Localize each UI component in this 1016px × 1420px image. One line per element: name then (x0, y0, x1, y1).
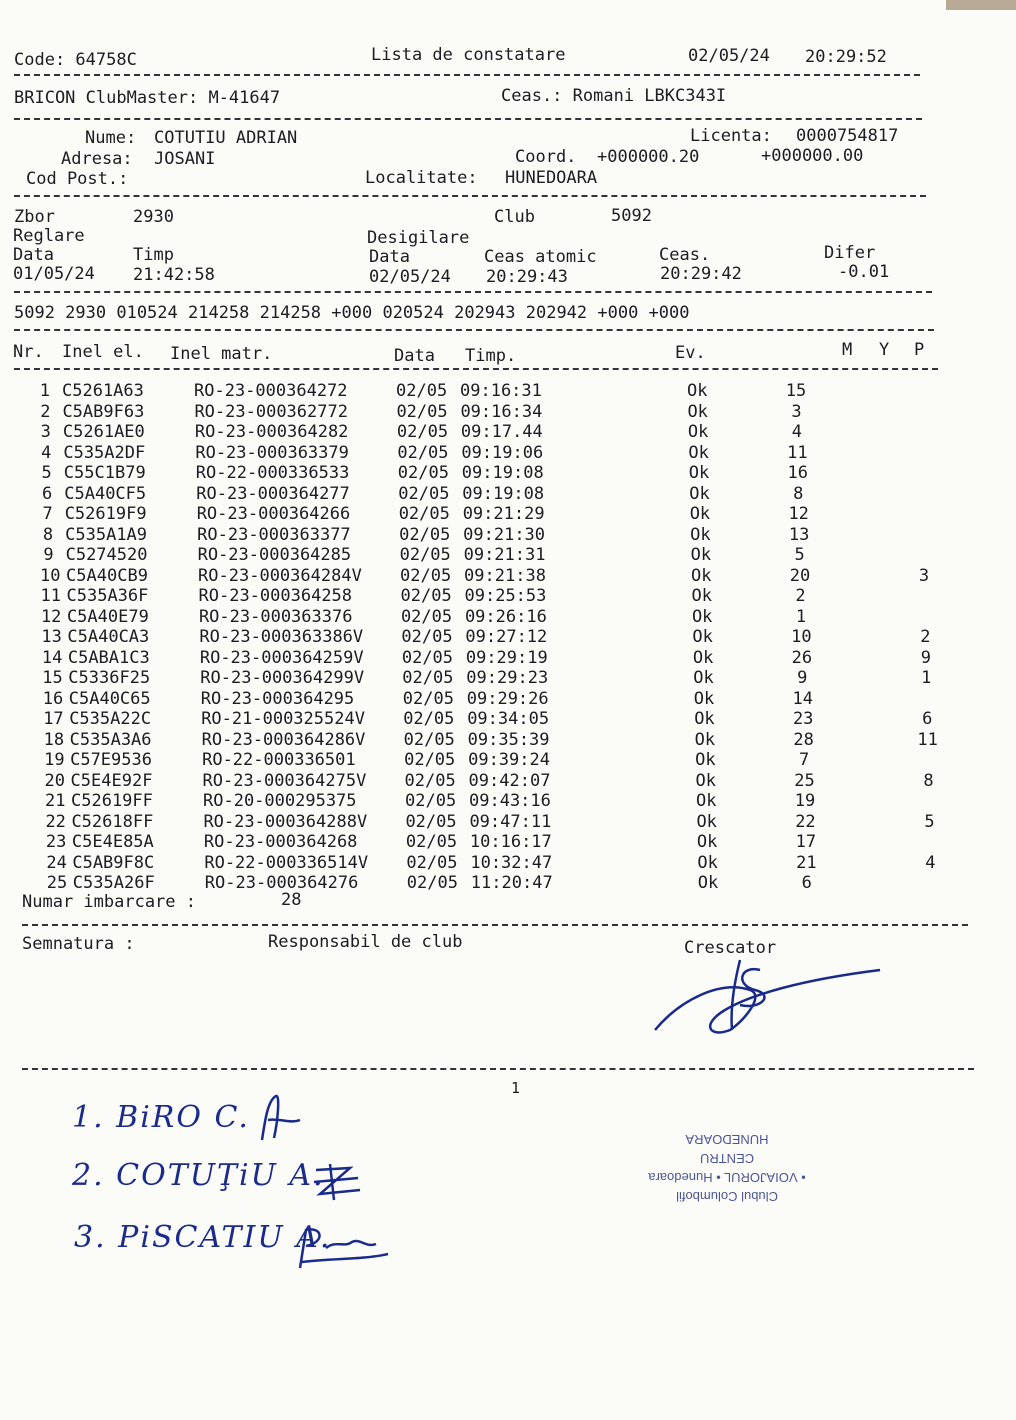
embark-count: 28 (281, 890, 302, 910)
handwritten-name-3: 3. PiSCATIU A. (74, 1220, 332, 1255)
row-time: 09:27:12 (465, 627, 548, 647)
postcode-label: Cod Post.: (26, 169, 129, 189)
header-inel-matr: Inel matr. (170, 344, 273, 364)
row-inel-matr: RO-23-000363386V (199, 627, 364, 647)
row-status: Ok (691, 586, 712, 606)
row-status: Ok (687, 422, 709, 442)
row-p: 3 (918, 565, 930, 586)
row-date: 02/05 (405, 811, 457, 832)
locality-label: Localitate: (365, 168, 478, 188)
row-m: 19 (794, 791, 816, 811)
row-inel-matr: RO-23-000364286V (201, 729, 366, 750)
row-m: 14 (792, 688, 813, 709)
row-time: 09:47:11 (469, 811, 552, 832)
licence-label: Licenta: (690, 126, 772, 146)
table-row (46, 832, 966, 853)
table-row (38, 463, 958, 484)
header-ev: Ev. (675, 343, 706, 363)
clock-id: Ceas.: Romani LBKC343I (501, 86, 727, 106)
row-m: 5 (794, 545, 805, 565)
row-time: 09:21:29 (462, 504, 545, 524)
data2-label: Data (369, 247, 410, 267)
coord-lat: +000000.20 (597, 147, 700, 167)
row-p: 4 (925, 852, 936, 873)
row-time: 09:16:31 (460, 381, 542, 401)
row-status: Ok (692, 647, 714, 668)
stamp-line-2: • VOIAJORUL • Hunedoara (648, 1170, 806, 1185)
row-inel-el: C5A40CB9 (66, 565, 148, 586)
paper-corner (946, 0, 1016, 10)
table-row (45, 812, 965, 833)
row-nr: 19 (44, 750, 65, 770)
row-inel-matr: RO-22-000336533 (195, 463, 350, 483)
table-row (36, 381, 956, 402)
doc-time: 20:29:52 (805, 47, 887, 67)
row-time: 09:39:24 (468, 750, 550, 770)
row-time: 09:19:08 (461, 463, 544, 483)
row-m: 21 (796, 852, 817, 873)
row-m: 10 (791, 627, 812, 647)
row-inel-matr: RO-23-000363377 (197, 524, 351, 545)
reglare-label: Reglare (13, 226, 85, 246)
row-inel-matr: RO-23-000364295 (200, 688, 355, 709)
name-label: Nume: (85, 128, 137, 148)
row-nr: 21 (45, 791, 66, 811)
data-label: Data (13, 245, 54, 265)
row-date: 02/05 (402, 688, 454, 709)
row-nr: 13 (41, 627, 62, 647)
row-inel-el: C5A40C65 (68, 688, 151, 709)
club-label: Club (494, 207, 535, 227)
zbor-value: 2930 (133, 207, 174, 227)
row-status: Ok (690, 524, 711, 545)
row-status: Ok (696, 791, 717, 811)
row-time: 09:26:16 (464, 606, 547, 627)
row-inel-matr: RO-20-000295375 (203, 791, 357, 811)
row-nr: 23 (45, 832, 67, 852)
row-date: 02/05 (396, 401, 448, 422)
row-status: Ok (696, 832, 718, 852)
row-m: 28 (793, 729, 814, 750)
row-m: 4 (791, 422, 803, 442)
row-inel-matr: RO-23-000364272 (194, 381, 348, 401)
row-nr: 22 (45, 811, 66, 832)
row-status: Ok (694, 709, 715, 729)
coord-label: Coord. (515, 147, 577, 167)
licence-value: 0000754817 (796, 126, 899, 146)
header-p: P (914, 340, 925, 360)
table-row (45, 791, 965, 812)
row-inel-el: C52618FF (71, 811, 154, 832)
table-row (45, 771, 965, 792)
atomic-time: 20:29:43 (486, 267, 568, 287)
desigilare-label: Desigilare (367, 228, 470, 248)
row-nr: 20 (44, 770, 66, 791)
row-date: 02/05 (401, 647, 454, 668)
row-time: 09:19:06 (461, 442, 544, 463)
row-inel-el: C535A2DF (63, 442, 146, 463)
row-status: Ok (688, 463, 710, 483)
row-nr: 14 (41, 647, 63, 668)
row-inel-el: C5AB9F63 (62, 401, 145, 422)
row-inel-matr: RO-23-000364288V (203, 811, 368, 832)
row-status: Ok (695, 770, 717, 791)
table-row (41, 627, 961, 648)
table-row (39, 525, 959, 546)
table-row (38, 484, 958, 505)
row-status: Ok (689, 483, 710, 504)
row-nr: 25 (46, 873, 68, 893)
row-inel-matr: RO-23-000364299V (200, 668, 365, 688)
row-date: 02/05 (399, 524, 451, 545)
row-date: 02/05 (402, 668, 454, 688)
row-time: 09:43:16 (469, 791, 551, 811)
row-inel-matr: RO-23-000362772 (194, 401, 348, 422)
row-nr: 8 (42, 524, 54, 545)
header-y: Y (879, 340, 890, 360)
row-inel-matr: RO-23-000364284V (198, 565, 362, 586)
row-date: 02/05 (404, 750, 456, 770)
row-inel-matr: RO-23-000364268 (203, 832, 358, 852)
row-inel-matr: RO-23-000364282 (194, 422, 349, 442)
signature-2 (310, 1160, 370, 1205)
row-inel-matr: RO-21-000325524V (201, 709, 365, 729)
row-m: 17 (795, 832, 817, 852)
row-m: 1 (795, 606, 807, 627)
row-inel-el: C5E4E92F (70, 770, 153, 791)
row-inel-matr: RO-23-000364259V (199, 647, 364, 668)
row-date: 02/05 (399, 545, 451, 565)
page-number: 1 (511, 1079, 521, 1097)
row-m: 22 (795, 811, 816, 832)
row-m: 6 (801, 873, 812, 893)
row-nr: 2 (40, 401, 51, 422)
table-row (39, 504, 959, 525)
row-inel-el: C5274520 (65, 545, 148, 565)
row-date: 02/05 (406, 873, 458, 893)
row-nr: 1 (39, 381, 50, 401)
row-inel-matr: RO-23-000363376 (198, 606, 353, 627)
row-date: 02/05 (405, 791, 457, 811)
handwritten-name-1: 1. BiRO C. (72, 1100, 250, 1135)
row-p: 5 (924, 811, 935, 832)
row-inel-matr: RO-23-000364275V (202, 770, 367, 791)
table-row (43, 689, 963, 710)
row-time: 09:19:08 (462, 483, 545, 504)
row-date: 02/05 (400, 606, 453, 627)
row-date: 02/05 (400, 565, 452, 586)
clock-time: 20:29:42 (660, 264, 742, 284)
row-inel-matr: RO-22-000336501 (202, 750, 356, 770)
row-status: Ok (697, 873, 719, 893)
doc-date: 02/05/24 (688, 46, 770, 66)
row-date: 02/05 (398, 504, 450, 524)
row-m: 9 (797, 668, 808, 688)
row-inel-matr: RO-23-000364277 (196, 483, 350, 504)
row-inel-el: C535A36F (66, 586, 149, 606)
club-stamp (622, 1130, 832, 1206)
row-time: 09:29:26 (466, 688, 549, 709)
table-row (40, 566, 960, 587)
row-date: 02/05 (404, 770, 456, 791)
row-inel-el: C5336F25 (68, 668, 151, 688)
row-p: 11 (917, 729, 938, 750)
row-inel-el: C5ABA1C3 (67, 647, 150, 668)
row-nr: 18 (43, 729, 65, 750)
row-date: 02/05 (401, 627, 453, 647)
row-m: 23 (792, 709, 814, 729)
desig-date: 02/05/24 (369, 267, 451, 287)
club-value: 5092 (611, 206, 652, 226)
signature-1 (250, 1090, 310, 1150)
stamp-line-3: CENTRU (699, 1151, 755, 1166)
row-nr: 15 (42, 668, 63, 688)
club-responsible-label: Responsabil de club (268, 932, 463, 952)
table-row (42, 668, 962, 689)
row-status: Ok (691, 606, 713, 627)
table-row (44, 750, 964, 771)
owner-address: JOSANI (154, 149, 216, 169)
row-time: 09:29:19 (465, 647, 548, 668)
row-inel-el: C5261A63 (62, 381, 144, 401)
row-m: 2 (795, 586, 806, 606)
row-inel-el: C535A26F (72, 873, 155, 893)
row-m: 25 (794, 770, 815, 791)
table-row (41, 586, 961, 607)
row-inel-el: C5261AE0 (62, 422, 145, 442)
row-inel-matr: RO-23-000364276 (204, 873, 359, 893)
row-date: 02/05 (403, 709, 455, 729)
row-inel-matr: RO-23-000364285 (197, 545, 352, 565)
row-nr: 12 (40, 606, 62, 627)
row-inel-el: C535A3A6 (69, 729, 152, 750)
device-id: BRICON ClubMaster: M-41647 (14, 88, 281, 108)
difer-label: Difer (824, 243, 876, 263)
row-date: 02/05 (396, 422, 449, 442)
row-time: 09:17.44 (460, 422, 543, 442)
difer-value: -0.01 (838, 262, 890, 282)
divider (14, 118, 922, 120)
row-time: 09:21:38 (464, 565, 546, 586)
table-row (37, 443, 957, 464)
row-inel-el: C535A22C (69, 709, 152, 729)
row-inel-matr: RO-23-000364266 (196, 504, 351, 524)
row-date: 02/05 (405, 832, 458, 852)
row-nr: 11 (40, 586, 61, 606)
row-status: Ok (695, 750, 716, 770)
row-date: 02/05 (396, 381, 448, 401)
row-inel-el: C5A40CA3 (67, 627, 150, 647)
table-row (36, 402, 956, 423)
row-status: Ok (690, 545, 712, 565)
row-inel-matr: RO-23-000364258 (198, 586, 353, 606)
row-status: Ok (687, 401, 708, 422)
row-date: 02/05 (397, 442, 449, 463)
breeder-signature (640, 950, 890, 1040)
table-row (47, 873, 967, 894)
row-m: 11 (787, 442, 808, 463)
owner-name: COTUTIU ADRIAN (154, 128, 298, 148)
stamp-line-4: HUNEDOARA (685, 1132, 769, 1147)
row-time: 09:35:39 (467, 729, 550, 750)
row-p: 2 (920, 627, 931, 647)
address-label: Adresa: (61, 149, 133, 169)
doc-code: Code: 64758C (14, 50, 137, 70)
divider (14, 291, 932, 293)
row-status: Ok (692, 627, 713, 647)
row-nr: 16 (42, 688, 64, 709)
row-time: 09:29:23 (466, 668, 549, 688)
locality-value: HUNEDOARA (505, 168, 598, 188)
row-inel-el: C55C1B79 (63, 463, 146, 483)
row-date: 02/05 (398, 483, 450, 504)
row-status: Ok (691, 565, 712, 586)
row-m: 8 (793, 483, 804, 504)
row-status: Ok (689, 504, 711, 524)
table-row (37, 422, 957, 443)
divider (14, 195, 926, 197)
row-inel-el: C5E4E85A (71, 832, 154, 852)
row-nr: 24 (46, 852, 67, 873)
header-timp: Timp. (465, 346, 517, 366)
handwritten-name-2: 2. COTUŢiU A. (72, 1158, 325, 1193)
embark-label: Numar imbarcare : (22, 892, 196, 912)
row-m: 16 (787, 463, 809, 483)
row-p: 8 (923, 770, 934, 791)
row-m: 15 (785, 381, 807, 401)
row-time: 10:32:47 (470, 852, 553, 873)
table-row (40, 545, 960, 566)
row-inel-matr: RO-23-000363379 (195, 442, 349, 463)
row-time: 09:25:53 (464, 586, 547, 606)
divider (14, 368, 938, 370)
row-date: 02/05 (403, 729, 455, 750)
row-m: 13 (788, 524, 810, 545)
row-nr: 4 (41, 442, 52, 463)
header-inel-el: Inel el. (62, 342, 144, 362)
row-status: Ok (693, 688, 715, 709)
table-row (46, 853, 966, 874)
row-p: 9 (920, 647, 931, 668)
zbor-label: Zbor (14, 207, 55, 227)
row-nr: 5 (41, 463, 52, 483)
stamp-line-1: Clubul Columbofil (676, 1189, 778, 1204)
row-status: Ok (696, 811, 717, 832)
row-time: 09:42:07 (468, 770, 551, 791)
row-m: 7 (798, 750, 810, 770)
row-time: 10:16:17 (469, 832, 552, 852)
row-nr: 7 (42, 504, 53, 524)
signature-3 (292, 1224, 392, 1274)
timp-label: Timp (133, 245, 174, 265)
row-inel-el: C52619FF (71, 791, 153, 811)
row-inel-el: C535A1A9 (65, 524, 148, 545)
row-inel-el: C52619F9 (64, 504, 147, 524)
reglare-time: 21:42:58 (133, 265, 215, 285)
header-data: Data (394, 346, 435, 366)
table-row (44, 730, 964, 751)
row-date: 02/05 (400, 586, 452, 606)
row-inel-el: C5A40E79 (66, 606, 149, 627)
row-status: Ok (697, 852, 718, 873)
divider (14, 329, 934, 331)
row-inel-el: C5AB9F8C (72, 852, 155, 873)
code-line: 5092 2930 010524 214258 214258 +000 020524 202943 202942 +000 +000 (14, 303, 690, 323)
divider (22, 924, 968, 926)
row-status: Ok (694, 729, 716, 750)
divider (22, 1068, 974, 1070)
row-m: 26 (791, 647, 813, 668)
row-inel-el: C5A40CF5 (64, 483, 147, 504)
row-time: 09:34:05 (467, 709, 550, 729)
row-nr: 9 (43, 545, 54, 565)
row-status: Ok (693, 668, 714, 688)
row-nr: 17 (43, 709, 64, 729)
row-m: 20 (789, 565, 811, 586)
header-nr: Nr. (13, 342, 44, 362)
row-status: Ok (688, 442, 709, 463)
ceas-atomic-label: Ceas atomic (484, 247, 597, 267)
row-status: Ok (687, 381, 708, 401)
doc-title: Lista de constatare (371, 45, 566, 65)
table-row (42, 648, 962, 669)
row-inel-el: C57E9536 (70, 750, 152, 770)
row-time: 09:21:30 (463, 524, 546, 545)
row-nr: 10 (40, 565, 61, 586)
ceas-label: Ceas. (659, 245, 711, 265)
reglare-date: 01/05/24 (13, 264, 95, 284)
row-time: 09:16:34 (460, 401, 543, 422)
header-m: M (842, 340, 853, 360)
table-row (41, 607, 961, 628)
row-m: 3 (791, 401, 802, 422)
row-date: 02/05 (397, 463, 449, 483)
signature-label: Semnatura : (22, 934, 135, 954)
coord-lon: +000000.00 (761, 146, 864, 166)
row-time: 11:20:47 (470, 873, 553, 893)
row-p: 6 (922, 709, 933, 729)
breeder-label: Crescator (684, 938, 777, 958)
row-inel-matr: RO-22-000336514V (204, 852, 369, 873)
divider (14, 74, 920, 76)
row-nr: 3 (40, 422, 51, 442)
row-nr: 6 (42, 483, 53, 504)
row-p: 1 (921, 668, 932, 688)
row-m: 12 (788, 504, 809, 524)
table-row (43, 709, 963, 730)
row-date: 02/05 (406, 852, 458, 873)
row-time: 09:21:31 (463, 545, 546, 565)
